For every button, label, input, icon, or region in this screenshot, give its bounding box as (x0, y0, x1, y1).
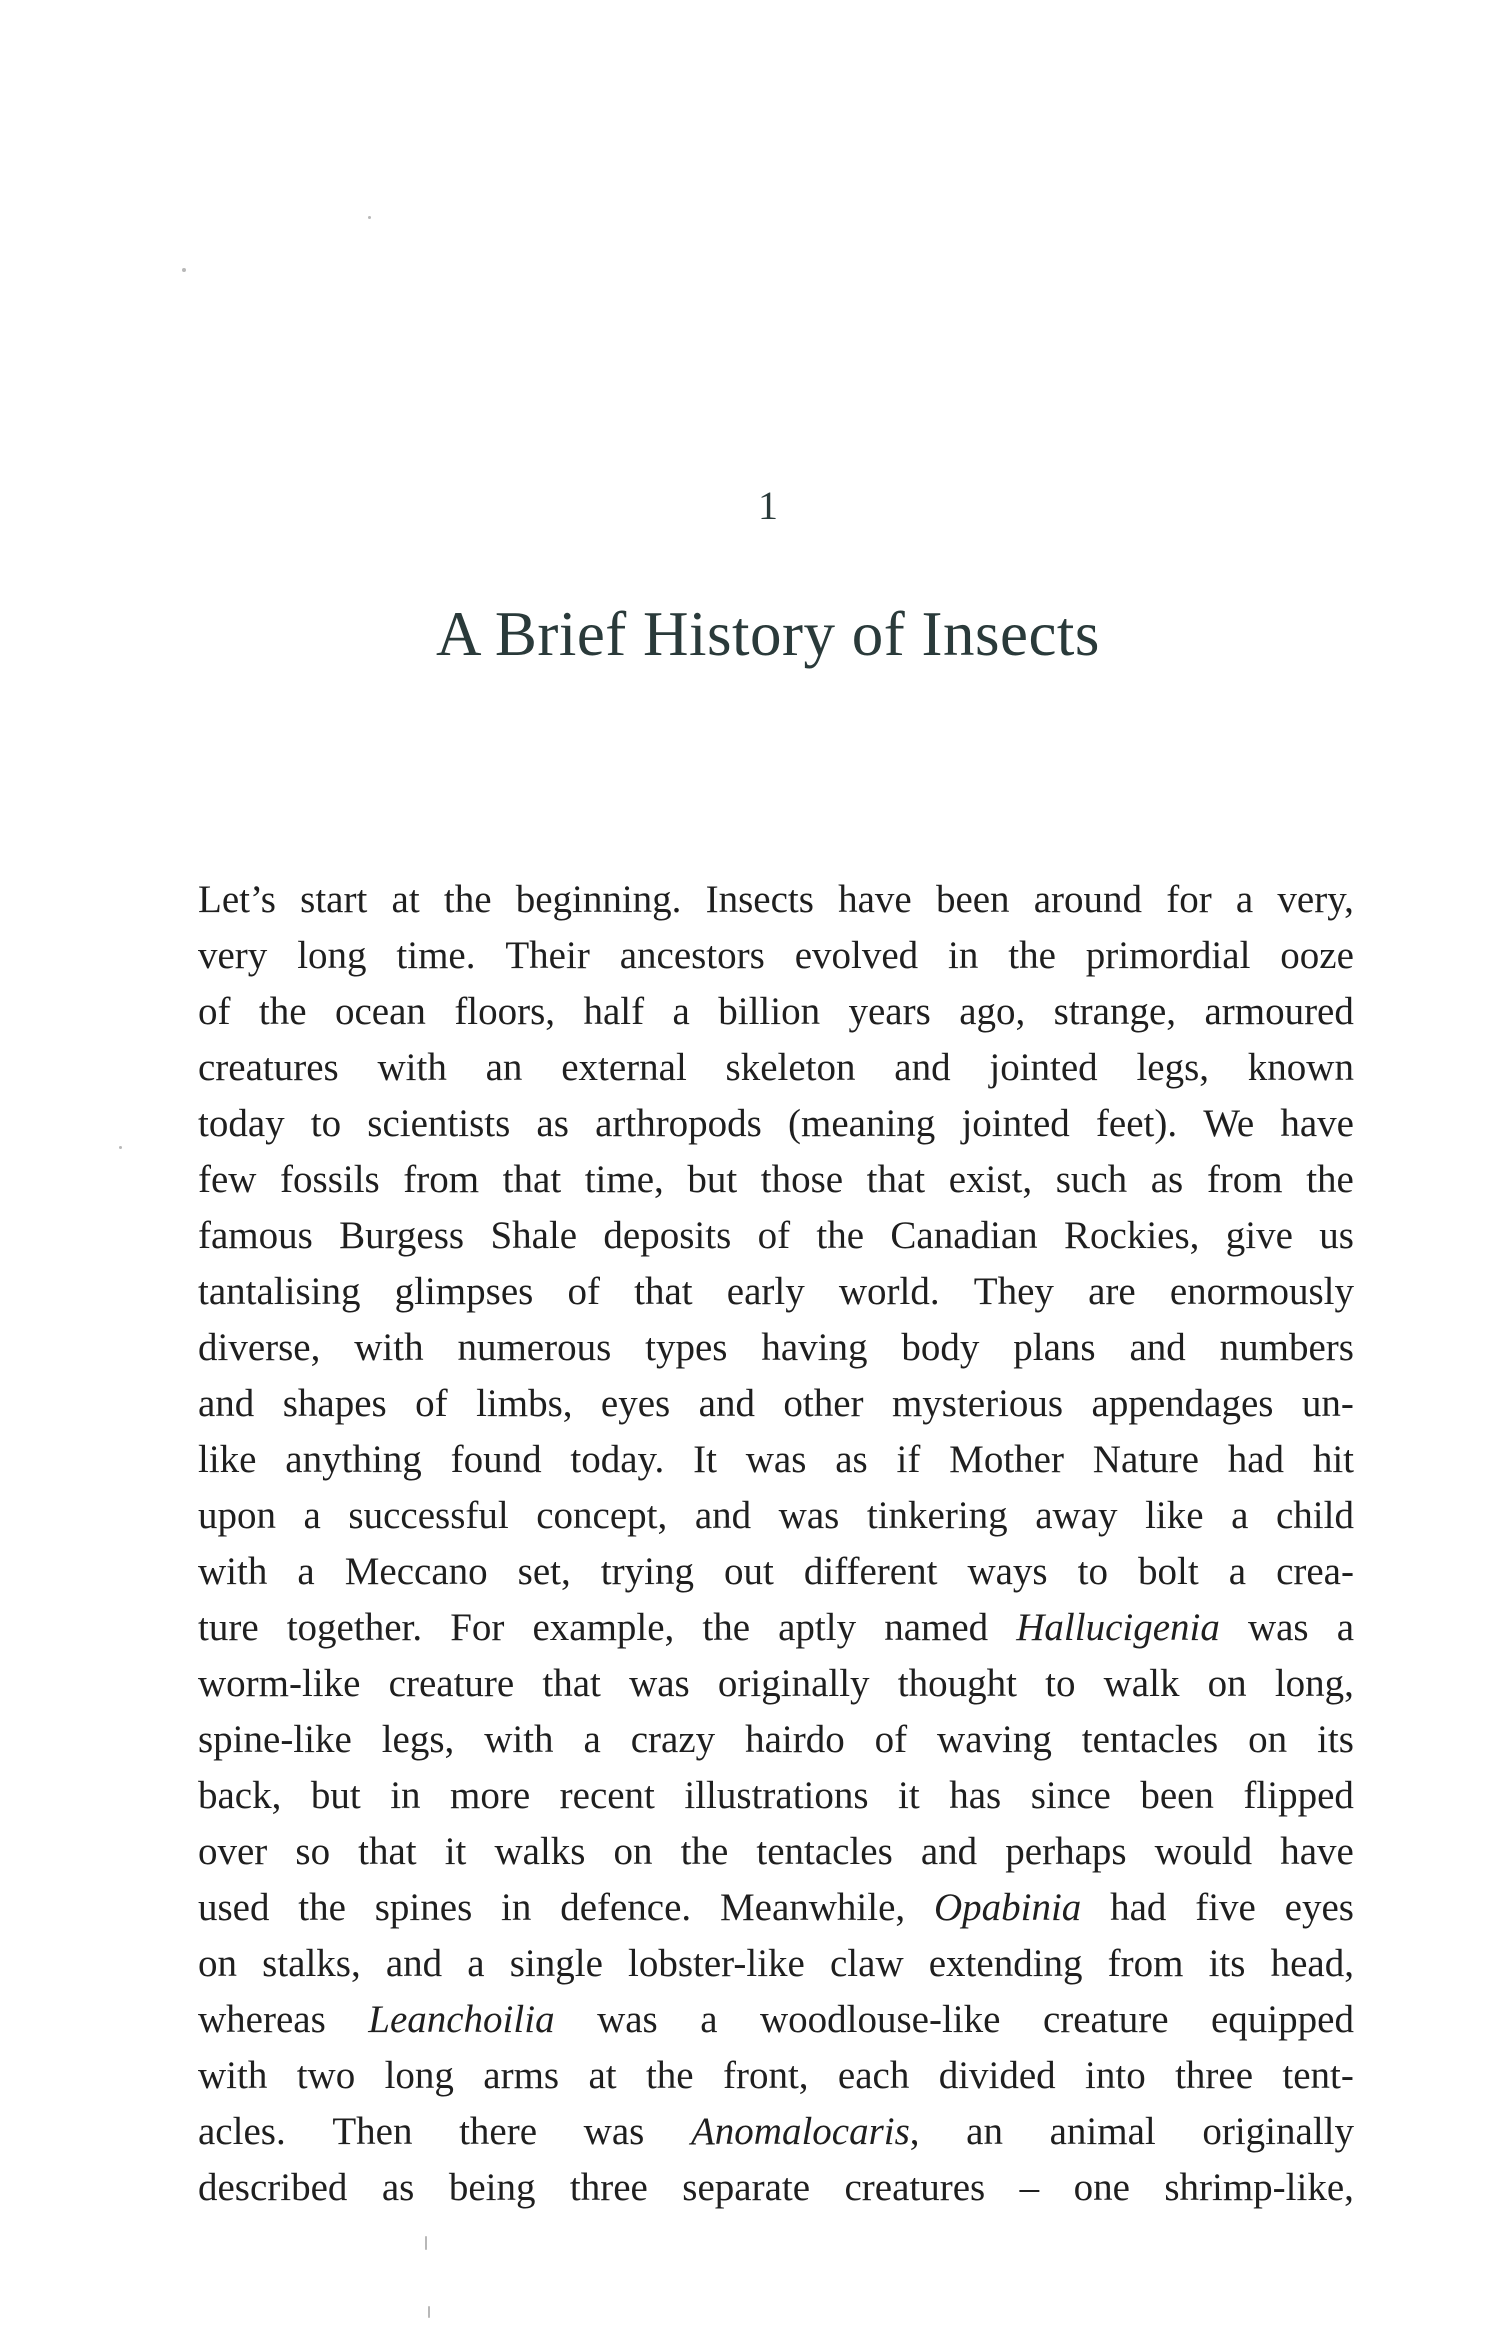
word: with (377, 1046, 447, 1089)
word: give (1225, 1214, 1293, 1257)
word: waving (937, 1718, 1052, 1761)
word: tinkering (866, 1494, 1008, 1537)
word: a (303, 1494, 321, 1537)
word: a (700, 1998, 718, 2041)
word: Meanwhile, (719, 1886, 906, 1929)
word: being (448, 2166, 536, 2209)
word: the (258, 990, 307, 1033)
word: very, (1277, 878, 1354, 921)
text-line (198, 1208, 1354, 1264)
word: perhaps (1005, 1830, 1127, 1873)
word: tantalising (198, 1270, 361, 1313)
word: today. (570, 1438, 665, 1481)
word: together. (286, 1606, 423, 1649)
word: creature (388, 1662, 515, 1705)
word: few (198, 1158, 257, 1201)
word: long, (1274, 1662, 1354, 1705)
word: with (198, 1550, 268, 1593)
word: such (1055, 1158, 1128, 1201)
word: the (702, 1606, 751, 1649)
word: anything (285, 1438, 422, 1481)
word: was (597, 1998, 658, 2041)
word: it (898, 1774, 920, 1817)
word: fossils (280, 1158, 380, 1201)
text-line (198, 1544, 1354, 1600)
word: a (1228, 1550, 1247, 1593)
word: tent- (1282, 2054, 1354, 2097)
paper-speck (119, 1146, 122, 1149)
chapter-number: 1 (758, 483, 778, 528)
word: strange, (1053, 990, 1177, 1033)
word: tentacles (756, 1830, 893, 1873)
word: Mother (949, 1438, 1064, 1481)
word: ooze (1280, 934, 1354, 977)
word: thought (897, 1662, 1017, 1705)
word: legs, (1136, 1046, 1210, 1089)
text-line (198, 1096, 1354, 1152)
word: with (354, 1326, 424, 1369)
word: was (629, 1662, 690, 1705)
word: the (443, 878, 492, 921)
word: eyes (1284, 1886, 1354, 1929)
word: legs, (381, 1718, 455, 1761)
word: had (1227, 1438, 1285, 1481)
word: the (816, 1214, 865, 1257)
word: single (509, 1942, 603, 1985)
word: Then (332, 2110, 413, 2153)
word: floors, (454, 990, 556, 1033)
word: head, (1270, 1942, 1354, 1985)
word: had (1110, 1886, 1167, 1929)
text-line (198, 1992, 1354, 2048)
word: and (385, 1942, 443, 1985)
word: example, (532, 1606, 675, 1649)
word: at (588, 2054, 617, 2097)
word: the (680, 1830, 729, 1873)
text-line (198, 1488, 1354, 1544)
word: time. (396, 934, 476, 977)
word: in (390, 1774, 421, 1817)
word: back, (198, 1774, 282, 1817)
word: other (783, 1382, 864, 1425)
word: an (966, 2110, 1003, 2153)
word: Insects (705, 878, 814, 921)
word: woodlouse-like (760, 1998, 1001, 2041)
text-line (198, 1656, 1354, 1712)
word: ocean (334, 990, 426, 1033)
word: eyes (600, 1382, 671, 1425)
word: recent (559, 1774, 655, 1817)
word: glimpses (394, 1270, 534, 1313)
text-line (198, 1768, 1354, 1824)
word: ture (198, 1606, 259, 1649)
word: diverse, (198, 1326, 321, 1369)
word: evolved (794, 934, 919, 977)
word: ancestors (619, 934, 765, 977)
word: three (1175, 2054, 1254, 2097)
text-line (198, 1152, 1354, 1208)
word: to (1077, 1550, 1108, 1593)
word: the (1306, 1158, 1354, 1201)
word: plans (1013, 1326, 1096, 1369)
word: divided (938, 2054, 1056, 2097)
word: It (693, 1438, 717, 1481)
word: exist, (948, 1158, 1033, 1201)
word: concept, (536, 1494, 668, 1537)
word: and (198, 1382, 255, 1425)
word: and (894, 1046, 951, 1089)
word: the (298, 1886, 346, 1929)
word: at (391, 878, 420, 921)
chapter-title: A Brief History of Insects (436, 599, 1100, 669)
word: to (1045, 1662, 1076, 1705)
text-line (198, 1320, 1354, 1376)
word: five (1195, 1886, 1256, 1929)
word: very (198, 934, 268, 977)
word: in (948, 934, 979, 977)
word: from (1107, 1942, 1184, 1985)
word: successful (348, 1494, 509, 1537)
word: today (198, 1102, 285, 1145)
word: walk (1103, 1662, 1180, 1705)
word: body (901, 1326, 980, 1369)
word: numerous (457, 1326, 612, 1369)
word: world. (838, 1270, 940, 1313)
word: if (896, 1438, 921, 1481)
word: to (310, 1102, 342, 1145)
word: has (949, 1774, 1002, 1817)
word: Nature (1092, 1438, 1199, 1481)
word: named (884, 1606, 989, 1649)
word: more (450, 1774, 531, 1817)
word: a (1231, 1494, 1249, 1537)
text-line (198, 984, 1354, 1040)
word: hit (1312, 1438, 1354, 1481)
word: claw (829, 1942, 904, 1985)
word: front, (722, 2054, 809, 2097)
word: as (1150, 1158, 1184, 1201)
word: For (450, 1606, 505, 1649)
word: acles. (198, 2110, 286, 2153)
word: crea- (1276, 1550, 1354, 1593)
word: would (1154, 1830, 1253, 1873)
word: different (803, 1550, 938, 1593)
word: of (567, 1270, 600, 1313)
word: of (757, 1214, 791, 1257)
word: walks (494, 1830, 586, 1873)
word: on (1207, 1662, 1247, 1705)
word: scientists (367, 1102, 511, 1145)
word: known (1247, 1046, 1354, 1089)
word: Canadian (890, 1214, 1038, 1257)
word: creatures (844, 2166, 986, 2209)
text-line (198, 1432, 1354, 1488)
text-line (198, 1824, 1354, 1880)
word: out (723, 1550, 774, 1593)
word: there (459, 2110, 538, 2153)
word: spine-like (198, 1718, 352, 1761)
word: worm-like (198, 1662, 361, 1705)
word: time, (584, 1158, 664, 1201)
word: it (444, 1830, 467, 1873)
word: in (501, 1886, 532, 1929)
word: but (687, 1158, 738, 1201)
word: aptly (778, 1606, 857, 1649)
word: like (1145, 1494, 1204, 1537)
text-line (198, 2160, 1354, 2216)
word: have (838, 878, 912, 921)
word: on (198, 1942, 237, 1985)
word: un- (1301, 1382, 1354, 1425)
word: trying (600, 1550, 694, 1593)
word: as (536, 1102, 569, 1145)
word: over (198, 1830, 268, 1873)
word: each (837, 2054, 910, 2097)
word: ways (967, 1550, 1048, 1593)
word: beginning. (515, 878, 682, 921)
word: half (583, 990, 645, 1033)
word: Meccano (344, 1550, 488, 1593)
word: and (1129, 1326, 1186, 1369)
word: from (1206, 1158, 1283, 1201)
word: extending (928, 1942, 1083, 1985)
word: originally (1202, 2110, 1354, 2153)
word: but (310, 1774, 361, 1817)
word: mysterious (891, 1382, 1064, 1425)
word: shrimp-like, (1164, 2166, 1354, 2209)
word: on (1248, 1718, 1288, 1761)
word: Shale (490, 1214, 578, 1257)
word: away (1035, 1494, 1118, 1537)
word: with (484, 1718, 554, 1761)
word: and (694, 1494, 752, 1537)
word: the (1008, 934, 1056, 977)
word: that (634, 1270, 693, 1313)
italic-taxon: Leanchoilia (368, 1998, 555, 2041)
word: a (467, 1942, 485, 1985)
word: deposits (603, 1214, 732, 1257)
word: that (542, 1662, 601, 1705)
word: two (296, 2054, 356, 2097)
word: flipped (1243, 1774, 1354, 1817)
word: We (1203, 1102, 1255, 1145)
word: been (1140, 1774, 1214, 1817)
word: long (384, 2054, 454, 2097)
word: a (297, 1550, 315, 1593)
word: enormously (1169, 1270, 1354, 1313)
word: of (415, 1382, 448, 1425)
word: one (1073, 2166, 1130, 2209)
word: Burgess (339, 1214, 465, 1257)
word: bolt (1138, 1550, 1199, 1593)
word: external (561, 1046, 687, 1089)
word: (meaning (788, 1102, 936, 1145)
word: from (403, 1158, 480, 1201)
word: like (198, 1438, 257, 1481)
word: Anomalocaris, (690, 2110, 920, 2153)
word: a (1235, 878, 1254, 921)
word: billion (718, 990, 821, 1033)
word: of (874, 1718, 908, 1761)
text-line (198, 872, 1354, 928)
italic-taxon: Anomalocaris (690, 2110, 910, 2153)
word: since (1030, 1774, 1111, 1817)
word: the (645, 2054, 694, 2097)
word: long (297, 934, 367, 977)
word: armoured (1204, 990, 1354, 1033)
word: Rockies, (1064, 1214, 1200, 1257)
word: numbers (1219, 1326, 1354, 1369)
word: for (1166, 878, 1212, 921)
word: years (848, 990, 931, 1033)
word: on (613, 1830, 653, 1873)
word: feet). (1095, 1102, 1178, 1145)
text-line (198, 2048, 1354, 2104)
word: those (760, 1158, 844, 1201)
word (1016, 1600, 1220, 1656)
paper-speck (425, 2236, 427, 2250)
word: so (295, 1830, 331, 1873)
word: been (935, 878, 1010, 921)
word (368, 1992, 554, 2048)
word: appendages (1091, 1382, 1274, 1425)
word: as (835, 1438, 868, 1481)
word: and (698, 1382, 755, 1425)
word: its (1317, 1718, 1354, 1761)
word: spines (374, 1886, 473, 1929)
word: was (778, 1494, 840, 1537)
word: was (745, 1438, 807, 1481)
word: used (198, 1886, 270, 1929)
text-line (198, 1264, 1354, 1320)
word: start (300, 878, 368, 921)
word: lobster-like (628, 1942, 805, 1985)
word: found (450, 1438, 542, 1481)
word: animal (1049, 2110, 1156, 2153)
word: limbs, (476, 1382, 573, 1425)
text-line (198, 1712, 1354, 1768)
text-line (198, 928, 1354, 984)
text-line (198, 2104, 1354, 2160)
word: as (381, 2166, 415, 2209)
word: set, (517, 1550, 571, 1593)
word: that (502, 1158, 562, 1201)
word: shapes (282, 1382, 387, 1425)
word: us (1319, 1214, 1354, 1257)
word: They (973, 1270, 1054, 1313)
word: have (1280, 1102, 1354, 1145)
word: ago, (959, 990, 1026, 1033)
word: tentacles (1081, 1718, 1219, 1761)
word: hairdo (745, 1718, 845, 1761)
body-text (198, 872, 1354, 2216)
word: child (1275, 1494, 1354, 1537)
word: have (1280, 1830, 1354, 1873)
word: equipped (1211, 1998, 1354, 2041)
word: crazy (630, 1718, 716, 1761)
word: originally (717, 1662, 870, 1705)
word: creature (1042, 1998, 1169, 2041)
word: famous (198, 1214, 313, 1257)
text-line (198, 1600, 1354, 1656)
word: a (1336, 1606, 1354, 1649)
word: around (1033, 878, 1143, 921)
text-line (198, 1040, 1354, 1096)
word: illustrations (684, 1774, 869, 1817)
word: jointed (989, 1046, 1098, 1089)
word: are (1088, 1270, 1136, 1313)
word: creatures (198, 1046, 339, 1089)
word: defence. (560, 1886, 692, 1929)
word: upon (198, 1494, 276, 1537)
word: primordial (1085, 934, 1251, 977)
word: Let’s (198, 878, 276, 921)
text-line (198, 1376, 1354, 1432)
word: jointed (961, 1102, 1070, 1145)
italic-taxon: Hallucigenia (1016, 1606, 1220, 1649)
word: into (1085, 2054, 1146, 2097)
paper-speck (368, 216, 371, 219)
word: three (569, 2166, 648, 2209)
word: a (672, 990, 690, 1033)
text-line (198, 1936, 1354, 1992)
word: was (583, 2110, 645, 2153)
word (934, 1880, 1081, 1936)
word: an (485, 1046, 523, 1089)
word: arthropods (595, 1102, 762, 1145)
word: a (583, 1718, 601, 1761)
word: with (198, 2054, 268, 2097)
word: arms (483, 2054, 560, 2097)
word: was (1247, 1606, 1309, 1649)
word: whereas (198, 1998, 326, 2041)
word: skeleton (725, 1046, 856, 1089)
text-line (198, 1880, 1354, 1936)
word: of (198, 990, 231, 1033)
italic-taxon: Opabinia (933, 1886, 1082, 1929)
word: stalks, (262, 1942, 361, 1985)
paper-speck (182, 268, 186, 272)
paper-speck (428, 2306, 430, 2318)
word: separate (682, 2166, 811, 2209)
word: having (761, 1326, 868, 1369)
word: that (358, 1830, 417, 1873)
word: its (1208, 1942, 1246, 1985)
word: and (920, 1830, 978, 1873)
word: types (645, 1326, 728, 1369)
word: Their (505, 934, 590, 977)
word: early (726, 1270, 805, 1313)
word: – (1019, 2166, 1040, 2209)
word: described (198, 2166, 348, 2209)
word: that (866, 1158, 926, 1201)
